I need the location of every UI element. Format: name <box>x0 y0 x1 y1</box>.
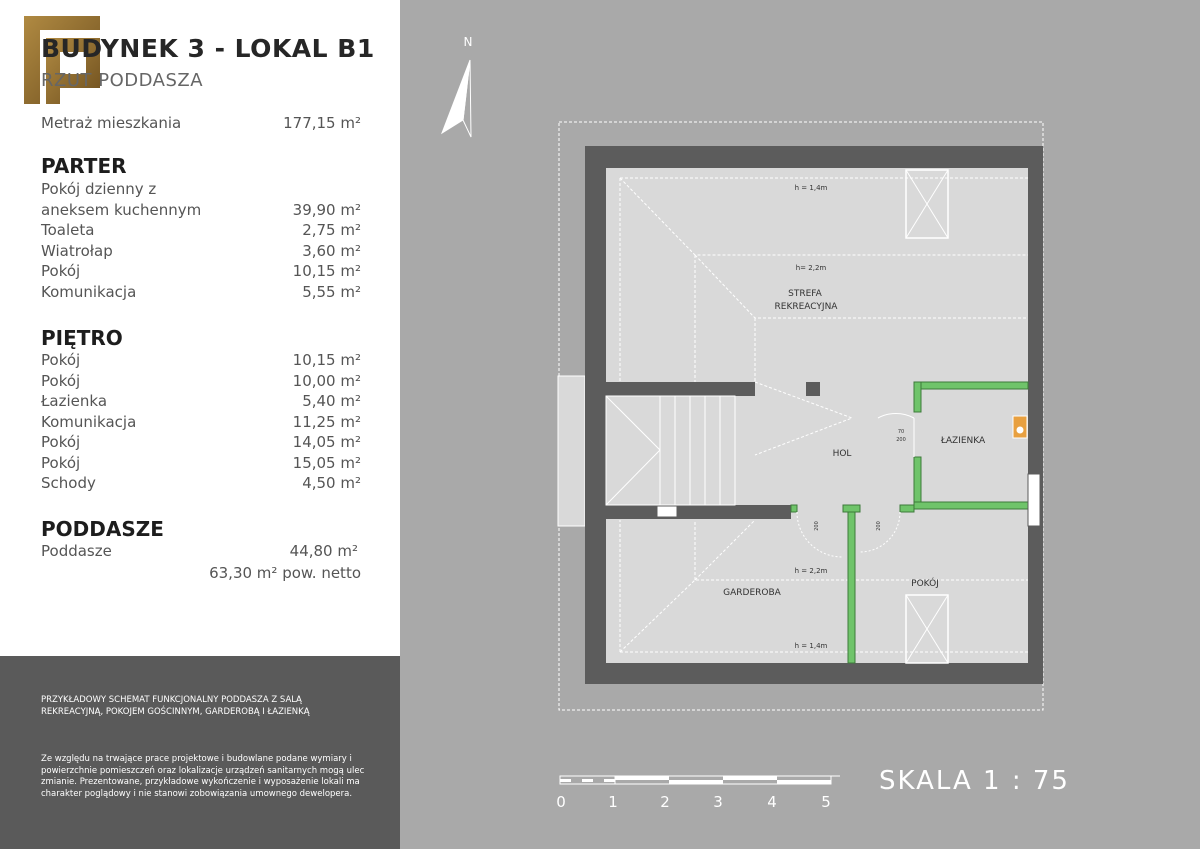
area-label: Komunikacja <box>41 413 137 431</box>
height-label: h = 2,2m <box>794 567 828 575</box>
area-label: Pokój <box>41 372 81 390</box>
room-label: ŁAZIENKA <box>940 436 986 446</box>
room-label: REKREACYJNA <box>774 302 838 312</box>
page-subtitle: RZUT PODDASZA <box>41 70 204 91</box>
area-value: 4,50 m² <box>302 474 361 492</box>
scale-tick: 5 <box>821 793 831 811</box>
scale-tick: 2 <box>660 793 670 811</box>
area-value: 2,75 m² <box>302 221 361 239</box>
north-label: N <box>463 35 473 49</box>
disclaimer-note: Ze względu na trwające prace projektowe i budowlane podane wymiary i powierzchnie pomieszczeń oraz lokalizacje urządzeń sanitarnych mogą ulec zmianie. Prezentowane, przykładowe wykończenie i wyposażenie lokali ma charakter poglądowy i nie stanowi zobowiązania umownego dewelopera. <box>41 754 365 799</box>
area-label: Schody <box>41 474 96 492</box>
area-value: 14,05 m² <box>292 433 361 451</box>
area-label: Pokój <box>41 351 81 369</box>
area-value: 44,80 m² <box>289 542 358 560</box>
area-label: Wiatrołap <box>41 242 113 260</box>
parter-line-label: Pokój dzienny z <box>41 180 157 198</box>
room-label: HOL <box>832 449 852 459</box>
room-label: GARDEROBA <box>723 588 781 598</box>
room-label: STREFA <box>788 289 822 299</box>
summary-label: Metraż mieszkania <box>41 114 182 132</box>
poddasze-heading: PODDASZE <box>41 517 164 541</box>
door-label: 200 <box>876 521 882 531</box>
pietro-heading: PIĘTRO <box>41 326 123 350</box>
area-value: 10,15 m² <box>292 351 361 369</box>
area-value: 15,05 m² <box>292 454 361 472</box>
height-label: h= 2,2m <box>795 264 827 272</box>
height-label: h = 1,4m <box>794 642 828 650</box>
area-label: Komunikacja <box>41 283 137 301</box>
vent-icon <box>657 506 677 517</box>
scale-tick: 1 <box>608 793 618 811</box>
scale-tick: 4 <box>767 793 777 811</box>
area-value: 11,25 m² <box>292 413 361 431</box>
area-label: Łazienka <box>41 392 108 410</box>
room-label: POKÓJ <box>911 579 939 589</box>
net-area-value: 63,30 m² pow. netto <box>209 564 361 582</box>
area-label: Pokój <box>41 433 81 451</box>
summary-value: 177,15 m² <box>283 114 361 132</box>
height-label: h = 1,4m <box>794 184 828 192</box>
area-value: 39,90 m² <box>292 201 361 219</box>
door-label: 200 <box>814 521 820 531</box>
parter-heading: PARTER <box>41 154 127 178</box>
door-label: 70 <box>897 429 905 435</box>
area-value: 5,40 m² <box>302 392 361 410</box>
area-label: Pokój <box>41 454 81 472</box>
scale-bar <box>560 776 840 784</box>
inner-wall <box>606 382 755 396</box>
radiator-icon <box>1028 474 1040 526</box>
area-label: Toaleta <box>41 221 95 239</box>
scale-tick: 0 <box>556 793 566 811</box>
area-label: Poddasze <box>41 542 112 560</box>
scale-tick: 3 <box>713 793 723 811</box>
chimney <box>806 382 820 396</box>
area-label: aneksem kuchennym <box>41 201 202 219</box>
area-value: 5,55 m² <box>302 283 361 301</box>
page-title: BUDYNEK 3 - LOKAL B1 <box>41 34 375 63</box>
area-value: 10,15 m² <box>292 262 361 280</box>
area-value: 3,60 m² <box>302 242 361 260</box>
balcony <box>558 376 585 526</box>
stairs <box>606 396 735 505</box>
area-value: 10,00 m² <box>292 372 361 390</box>
area-label: Pokój <box>41 262 81 280</box>
schema-note: PRZYKŁADOWY SCHEMAT FUNKCJONALNY PODDASZA Z SALĄ REKREACYJNĄ, POKOJEM GOŚCINNYM, GARDEROBĄ I ŁAZIENKĄ <box>41 695 310 717</box>
scale-ticks <box>556 793 831 811</box>
north-arrow-icon <box>442 35 472 137</box>
door-label: 200 <box>896 437 906 443</box>
inner-wall <box>606 505 791 519</box>
scale-label: SKALA 1 : 75 <box>879 766 1070 796</box>
